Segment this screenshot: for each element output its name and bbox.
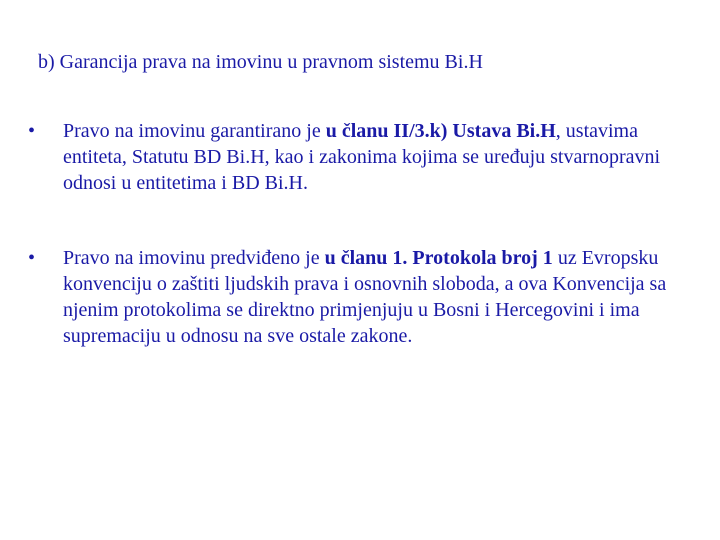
bullet-text-bold: u članu 1. Protokola broj 1: [324, 247, 553, 269]
bullet-text-plain: Pravo na imovinu predviđeno je: [63, 247, 325, 269]
bullet-item: [28, 245, 678, 349]
bullet-icon: •: [28, 120, 36, 142]
slide-heading: b) Garancija prava na imovinu u pravnom sistemu Bi.H: [38, 51, 483, 73]
bullet-text: [63, 118, 678, 196]
bullet-text-bold: u članu II/3.k) Ustava Bi.H: [325, 120, 556, 142]
bullet-icon: •: [28, 247, 36, 269]
bullet-item: [28, 118, 678, 196]
bullet-text: [63, 245, 678, 349]
bullet-text-rest: uz Evropsku konvenciju o zaštiti ljudskih prava i osnovnih sloboda, a ova Konvencija sa njenim protokolima se direktno primjenjuju u Bosni i Hercegovini i ima supremaciju u odnosu na sve ostale zakone.: [63, 247, 667, 347]
bullet-text-rest: , ustavima entiteta, Statutu BD Bi.H, kao i zakonima kojima se uređuju stvarnopravni odnosi u entitetima i BD Bi.H.: [63, 120, 661, 194]
bullet-text-plain: Pravo na imovinu garantirano je: [63, 120, 326, 142]
